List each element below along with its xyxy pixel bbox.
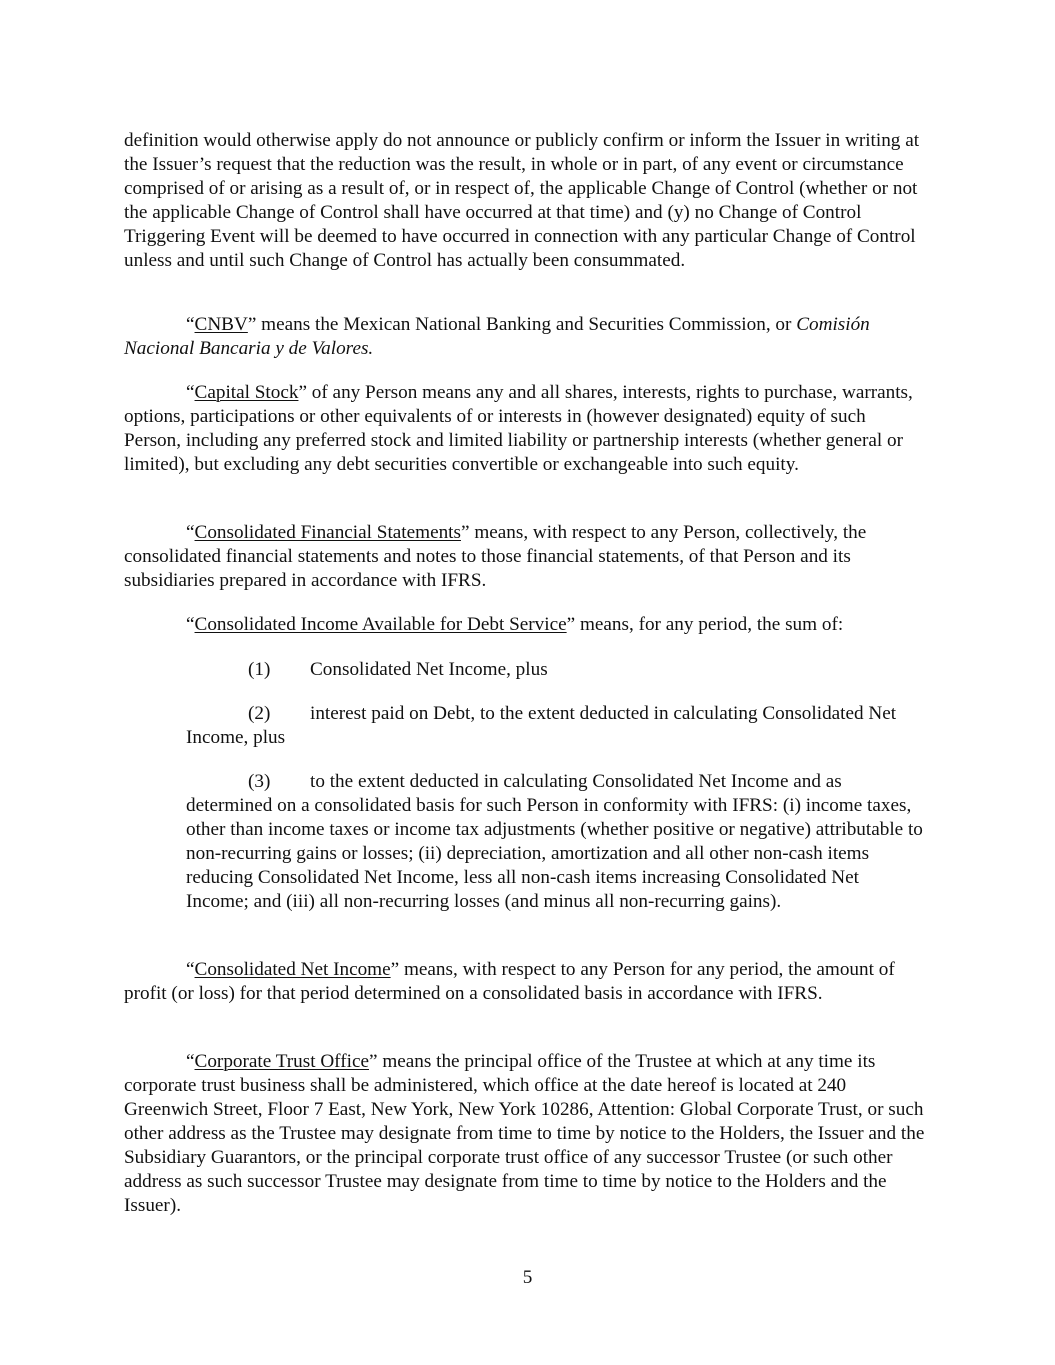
spanish-name: Comisión Nacional Bancaria y de Valores. xyxy=(124,314,870,359)
close-quote: ” xyxy=(566,614,576,635)
defined-term-capital-stock: Capital Stock xyxy=(194,382,299,403)
close-quote: ” xyxy=(298,382,307,403)
definition-text: means, with respect to any Person, collectively, the consolidated financial statements and notes to those financial statements, of that Person and its subsidiaries prepared in accordance with IFRS. xyxy=(124,522,867,591)
list-item-3 xyxy=(186,770,926,914)
list-item-2 xyxy=(186,702,921,750)
open-quote: “ xyxy=(186,614,195,635)
open-quote: “ xyxy=(186,959,195,980)
definition-consolidated-income-available-for-debt-service xyxy=(124,613,924,637)
open-quote: “ xyxy=(186,314,195,335)
definition-cnbv xyxy=(124,313,924,361)
close-quote: ” xyxy=(368,1051,378,1072)
list-item-text: to the extent deducted in calculating Consolidated Net Income and as determined on a consolidated basis for such Person in conformity with IFRS: (i) income taxes, other than income taxes or income tax adjustments (whether positive or negative) attributable to non-recurring gains or losses; (ii) depreciation, amortization and all other non-cash items reducing Consolidated Net Income, less all non-cash items increasing Consolidated Net Income; and (iii) all non-recurring losses (and minus all non-recurring gains). xyxy=(186,771,923,912)
defined-term-consolidated-net-income: Consolidated Net Income xyxy=(194,959,391,980)
definition-text: means the principal office of the Trustee at which at any time its corporate trust business shall be administered, which office at the date hereof is located at 240 Greenwich Street, Floor 7 East, New York, New York 10286, Attention: Global Corporate Trust, or such other address as the Trustee may designate from time to time by notice to the Holders, the Issuer and the Subsidiary Guarantors, or the principal corporate trust office of any successor Trustee (or such other address as such successor Trustee may designate from time to time by notice to the Holders and the Issuer). xyxy=(124,1051,925,1216)
definition-text: means the Mexican National Banking and Securities Commission, or xyxy=(256,314,797,335)
definition-text: of any Person means any and all shares, interests, rights to purchase, warrants, options, participations or other equivalents of or interests in (however designated) equity of such Person, including any preferred stock and limited liability or partnership interests (whether general or limited), but excluding any debt securities convertible or exchangeable into such equity. xyxy=(124,382,913,475)
list-item-text: interest paid on Debt, to the extent deducted in calculating Consolidated Net Income, plus xyxy=(186,703,897,748)
definition-consolidated-net-income xyxy=(124,958,924,1006)
list-number: (2) xyxy=(248,703,271,724)
page-number: 5 xyxy=(522,1267,533,1288)
open-quote: “ xyxy=(186,522,195,543)
definition-text: means, for any period, the sum of: xyxy=(575,614,844,635)
list-item-text: Consolidated Net Income, plus xyxy=(310,659,548,680)
list-number: (1) xyxy=(248,659,271,680)
definition-capital-stock xyxy=(124,381,924,477)
close-quote: ” xyxy=(247,314,257,335)
close-quote: ” xyxy=(390,959,400,980)
list-item-1 xyxy=(186,658,926,682)
defined-term-consolidated-income-available-for-debt-service: Consolidated Income Available for Debt Service xyxy=(194,614,567,635)
defined-term-consolidated-financial-statements: Consolidated Financial Statements xyxy=(194,522,461,543)
definition-consolidated-financial-statements xyxy=(124,521,924,593)
open-quote: “ xyxy=(186,382,195,403)
defined-term-cnbv: CNBV xyxy=(194,314,248,335)
definition-corporate-trust-office xyxy=(124,1050,934,1218)
open-quote: “ xyxy=(186,1051,195,1072)
list-number: (3) xyxy=(248,771,271,792)
paragraph-change-of-control-continuation: definition would otherwise apply do not announce or publicly confirm or inform the Issuer in writing at the Issuer’s request that the reduction was the result, in whole or in part, of any event or circumstance comprised of or arising as a result of, or in respect of, the applicable Change of Control (whether or not the applicable Change of Control shall have occurred at that time) and (y) no Change of Control Triggering Event will be deemed to have occurred in connection with any particular Change of Control unless and until such Change of Control has actually been consummated. xyxy=(124,130,920,271)
defined-term-corporate-trust-office: Corporate Trust Office xyxy=(194,1051,369,1072)
definition-text: means, with respect to any Person for any period, the amount of profit (or loss) for that period determined on a consolidated basis in accordance with IFRS. xyxy=(124,959,895,1004)
close-quote: ” xyxy=(460,522,470,543)
